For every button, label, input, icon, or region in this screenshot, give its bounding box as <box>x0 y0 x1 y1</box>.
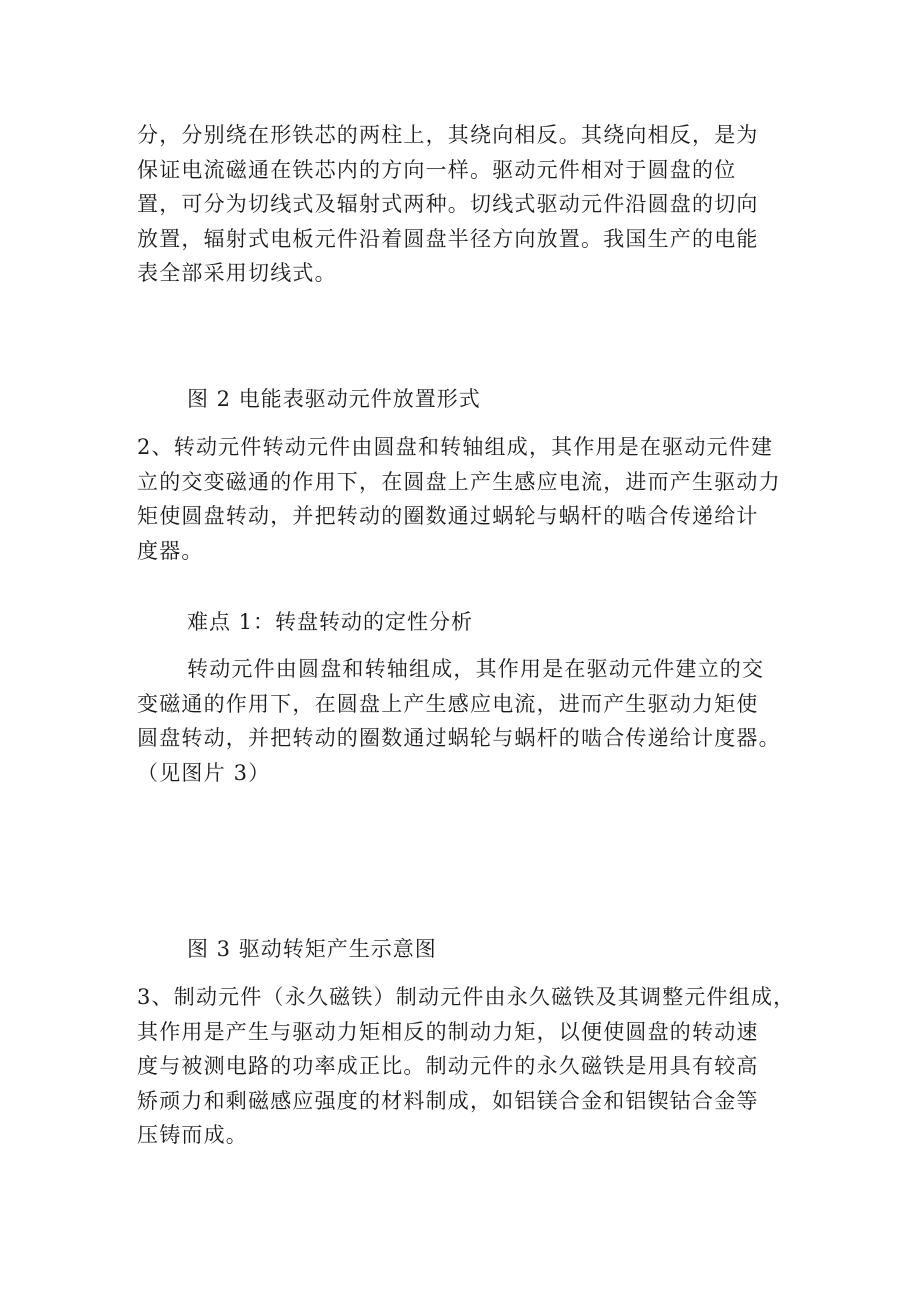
figure-3-caption: 图 3 驱动转矩产生示意图 <box>187 937 437 961</box>
text-line: 放置，辐射式电板元件沿着圆盘半径方向放置。我国生产的电能 <box>137 226 759 251</box>
text-line: 度与被测电路的功率成正比。制动元件的永久磁铁是用具有较高 <box>137 1054 759 1078</box>
text-line: 分，分别绕在形铁芯的两柱上，其绕向相反。其绕向相反，是为 <box>137 123 759 147</box>
text-line: 其作用是产生与驱动力矩相反的制动力矩，以便使圆盘的转动速 <box>137 1019 759 1044</box>
text-line: 变磁通的作用下，在圆盘上产生感应电流，进而产生驱动力矩使 <box>137 691 759 716</box>
paragraph-rotating-element <box>137 430 797 568</box>
paragraph-rotating-analysis <box>137 652 797 790</box>
paragraph-drive-element-winding <box>137 118 797 291</box>
text-line: 2、转动元件转动元件由圆盘和转轴组成，其作用是在驱动元件建 <box>137 435 774 459</box>
figure-2-caption: 图 2 电能表驱动元件放置形式 <box>187 387 481 411</box>
text-line: 转动元件由圆盘和转轴组成，其作用是在驱动元件建立的交 <box>187 657 765 681</box>
text-line: （见图片 3） <box>137 760 271 785</box>
text-line: 矩使圆盘转动，并把转动的圈数通过蜗轮与蜗杆的啮合传递给计 <box>137 504 759 528</box>
text-line: 立的交变磁通的作用下，在圆盘上产生感应电流，进而产生驱动力 <box>137 469 781 494</box>
text-line: 保证电流磁通在铁芯内的方向一样。驱动元件相对于圆盘的位 <box>137 157 737 182</box>
difficulty-heading: 难点 1：转盘转动的定性分析 <box>187 610 474 634</box>
text-line: 置，可分为切线式及辐射式两种。切线式驱动元件沿圆盘的切向 <box>137 192 759 216</box>
text-line: 压铸而成。 <box>137 1123 248 1147</box>
text-line: 矫顽力和剩磁感应强度的材料制成，如铝镁合金和铝锲钴合金等 <box>137 1088 759 1113</box>
paragraph-braking-element <box>137 980 797 1153</box>
text-line: 表全部采用切线式。 <box>137 261 337 285</box>
text-line: 3、制动元件（永久磁铁）制动元件由永久磁铁及其调整元件组成， <box>137 985 796 1009</box>
text-line: 度器。 <box>137 538 204 563</box>
text-line: 圆盘转动，并把转动的圈数通过蜗轮与蜗杆的啮合传递给计度器。 <box>137 726 781 750</box>
